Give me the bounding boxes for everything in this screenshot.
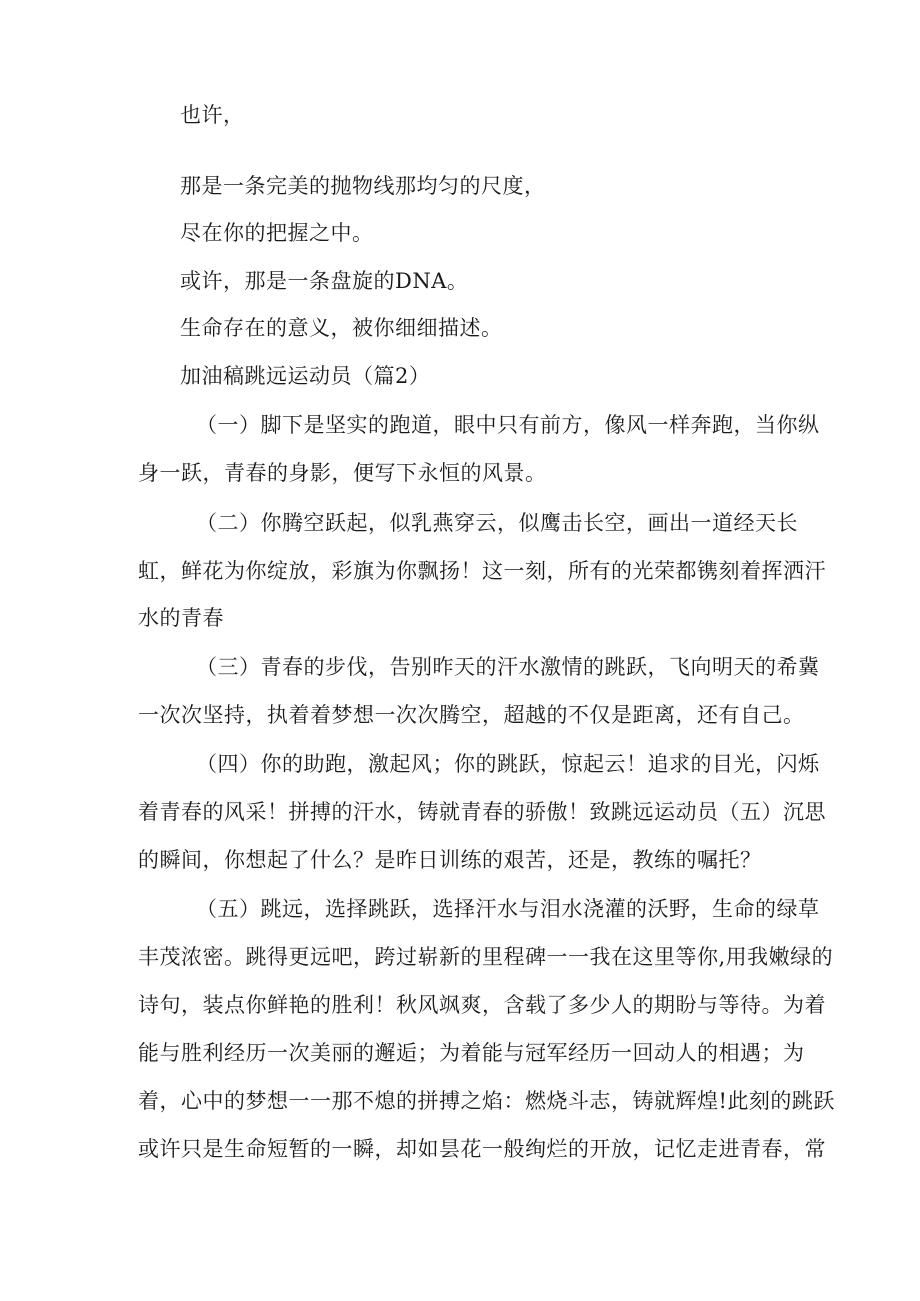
poem-line: 或许，那是一条盘旋的DNA。 — [180, 269, 469, 293]
paragraph-line: 一次次坚持，执着着梦想一次次腾空，超越的不仅是距离，还有自己。 — [138, 703, 805, 727]
poem-line: 那是一条完美的抛物线那均匀的尺度， — [180, 174, 546, 198]
paragraph-line: 或许只是生命短暂的一瞬，却如昙花一般绚烂的开放，记忆走进青春，常 — [138, 1137, 826, 1161]
section-title: 加油稿跳远运动员（篇2） — [180, 364, 431, 388]
paragraph-line: 水的青春 — [138, 606, 224, 630]
paragraph-line: 诗句，装点你鲜艳的胜利！秋风飒爽，含载了多少人的期盼与等待。为着 — [138, 993, 826, 1017]
paragraph-line: （一）脚下是坚实的跑道，眼中只有前方，像风一样奔跑，当你纵 — [196, 413, 820, 437]
paragraph-line: （二）你腾空跃起，似乳燕穿云，似鹰击长空，画出一道经天长 — [196, 511, 798, 535]
paragraph-line: 虹，鲜花为你绽放，彩旗为你飘扬！这一刻，所有的光荣都镌刻着挥洒汗 — [138, 559, 826, 583]
paragraph-line: 着青春的风采！拼搏的汗水，铸就青春的骄傲！致跳远运动员（五）沉思 — [138, 800, 826, 824]
paragraph-line: 身一跃，青春的身影，便写下永恒的风景。 — [138, 461, 547, 485]
poem-line: 尽在你的把握之中。 — [180, 221, 374, 245]
paragraph-line: 着，心中的梦想一一那不熄的拼搏之焰：燃烧斗志，铸就辉煌!此刻的跳跃 — [138, 1089, 835, 1113]
paragraph-line: 能与胜利经历一次美丽的邂逅；为着能与冠军经历一回动人的相遇；为 — [138, 1041, 805, 1065]
paragraph-line: 的瞬间，你想起了什么？是昨日训练的艰苦，还是，教练的嘱托？ — [138, 848, 762, 872]
paragraph-line: 丰茂浓密。跳得更远吧，跨过崭新的里程碑一一我在这里等你,用我嫩绿的 — [138, 945, 834, 969]
poem-line: 生命存在的意义，被你细细描述。 — [180, 316, 503, 340]
paragraph-line: （三）青春的步伐，告别昨天的汗水激情的跳跃，飞向明天的希冀 — [196, 655, 820, 679]
paragraph-line: （四）你的助跑，激起风；你的跳跃，惊起云！追求的目光，闪烁 — [196, 752, 820, 776]
poem-line: 也许， — [180, 103, 245, 127]
paragraph-line: （五）跳远，选择跳跃，选择汗水与泪水浇灌的沃野，生命的绿草 — [196, 897, 820, 921]
